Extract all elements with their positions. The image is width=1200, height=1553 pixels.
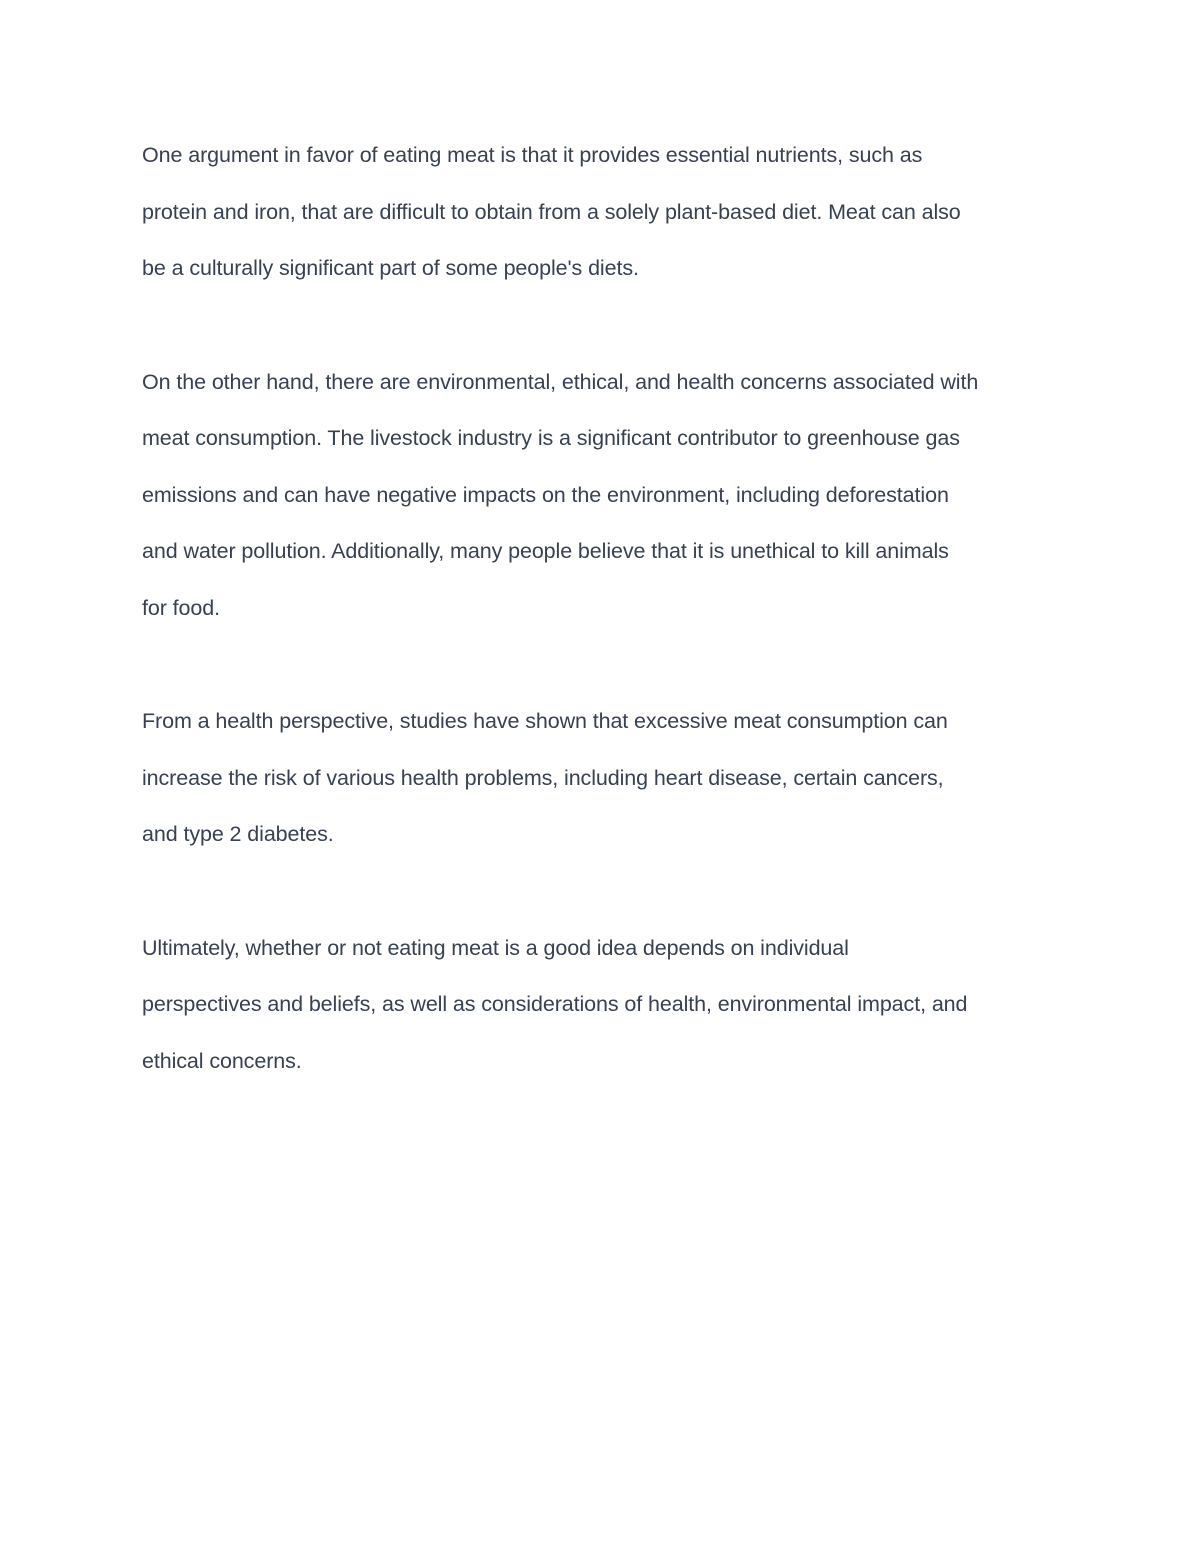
paragraph-concerns xyxy=(142,354,1072,637)
text-line: perspectives and beliefs, as well as considerations of health, environmental impact, and xyxy=(142,992,968,1016)
text-line: increase the risk of various health problems, including heart disease, certain cancers, xyxy=(142,765,944,790)
paragraph-health xyxy=(142,693,1072,863)
text-line: Ultimately, whether or not eating meat is a good idea depends on individual xyxy=(142,935,849,960)
text-line: One argument in favor of eating meat is that it provides essential nutrients, such as xyxy=(142,143,923,167)
text-line: protein and iron, that are difficult to obtain from a solely plant-based diet. Meat can also xyxy=(142,199,961,224)
text-line: and water pollution. Additionally, many people believe that it is unethical to kill animals xyxy=(142,539,949,563)
text-line: emissions and can have negative impacts on the environment, including deforestation xyxy=(142,482,949,507)
paragraph-nutrients xyxy=(142,127,1072,297)
text-line: ethical concerns. xyxy=(142,1048,302,1073)
text-line: for food. xyxy=(142,595,220,620)
text-line: From a health perspective, studies have shown that excessive meat consumption can xyxy=(142,709,948,733)
text-line: meat consumption. The livestock industry is a significant contributor to greenhouse gas xyxy=(142,426,960,450)
text-line: On the other hand, there are environmental, ethical, and health concerns associated with xyxy=(142,369,979,394)
text-line: be a culturally significant part of some people's diets. xyxy=(142,256,639,280)
text-line: and type 2 diabetes. xyxy=(142,822,334,846)
paragraph-conclusion xyxy=(142,920,1072,1090)
document-body xyxy=(142,127,1072,1146)
